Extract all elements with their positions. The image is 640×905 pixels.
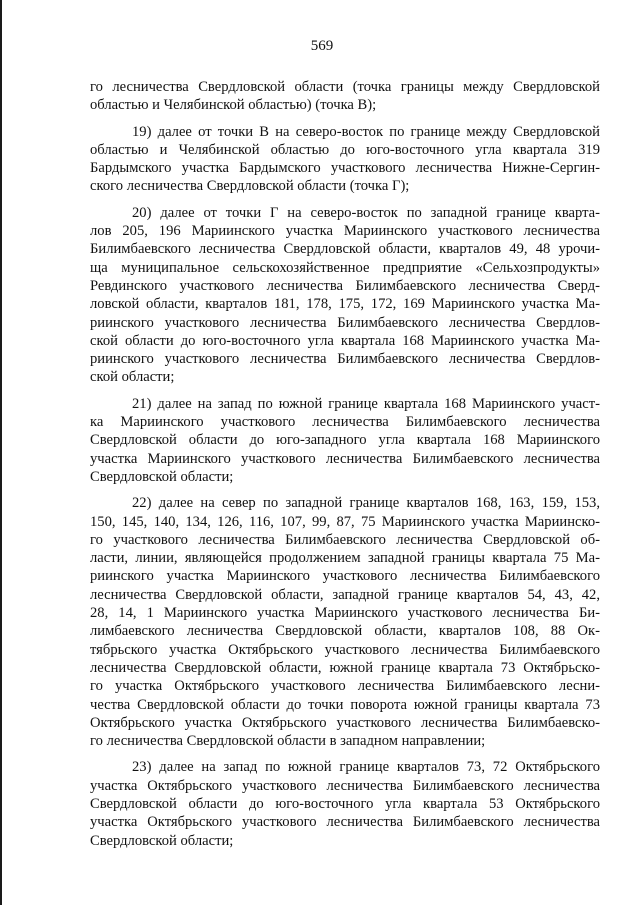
- text-line: участка Октябрьского участкового лесничества Билимбаевского лесничества: [90, 777, 600, 794]
- text-line: го участкового лесничества Билимбаевского лесничества Свердловской об-: [90, 531, 600, 548]
- text-line: Свердловской области;: [90, 832, 234, 849]
- text-line: риинского участкового лесничества Билимбаевского лесничества Свердлов-: [90, 351, 600, 368]
- text-line: ща муниципальное сельскохозяйственное предприятие «Сельхозпродукты»: [90, 259, 600, 276]
- text-line: риинского участкового лесничества Билимбаевского лесничества Свердлов-: [90, 314, 600, 331]
- text-line: риинского участка Мариинского участкового лесничества Билимбаевского: [90, 568, 600, 585]
- text-line: участка Октябрьского участкового лесничества Билимбаевского лесничества: [90, 814, 600, 831]
- text-line: Свердловской области до юго-восточного угла квартала 53 Октябрьского: [90, 795, 600, 812]
- text-line: участка Мариинского участкового лесничества Билимбаевского лесничества: [90, 450, 600, 467]
- text-line: чества Свердловской области до точки поворота южной границы квартала 73: [90, 696, 600, 713]
- text-line: областью и Челябинской областью) (точка В);: [90, 97, 377, 114]
- paragraph: [90, 494, 600, 750]
- text-line: 23) далее на запад по южной границе кварталов 73, 72 Октябрьского: [132, 759, 600, 776]
- text-line: ловской области, кварталов 181, 178, 175, 172, 169 Мариинского участка Ма-: [90, 296, 600, 313]
- text-line: Свердловской области до юго-западного угла квартала 168 Мариинского: [90, 432, 600, 449]
- text-line: 150, 145, 140, 134, 126, 116, 107, 99, 87, 75 Мариинского участка Мариинско-: [90, 513, 600, 530]
- text-line: го участка Октябрьского участкового лесничества Билимбаевского лесни-: [90, 678, 600, 695]
- paragraph: [90, 78, 600, 115]
- text-line: лимбаевского лесничества Свердловской области, кварталов 108, 88 Ок-: [90, 623, 600, 640]
- text-line: Билимбаевского лесничества Свердловской области, кварталов 49, 48 урочи-: [90, 241, 600, 258]
- text-line: ского лесничества Свердловской области (точка Г);: [90, 178, 410, 195]
- text-line: Октябрьского участка Октябрьского участкового лесничества Билимбаевско-: [90, 714, 600, 731]
- text-line: го лесничества Свердловской области в западном направлении;: [90, 733, 486, 750]
- text-line: ской области до юго-восточного угла квартала 168 Мариинского участка Ма-: [90, 332, 600, 349]
- text-line: лов 205, 196 Мариинского участка Мариинского участкового лесничества: [90, 223, 600, 240]
- page-number: 569: [310, 38, 334, 54]
- text-line: 21) далее на запад по южной границе квартала 168 Мариинского участ-: [132, 395, 600, 412]
- text-line: Свердловской области;: [90, 468, 234, 485]
- text-line: тябрьского участка Октябрьского участкового лесничества Билимбаевского: [90, 641, 600, 658]
- text-line: Ревдинского участкового лесничества Билимбаевского лесничества Сверд-: [90, 277, 600, 294]
- text-line: 20) далее от точки Г на северо-восток по западной границе кварта-: [132, 204, 600, 221]
- paragraph: [90, 758, 600, 849]
- text-line: 19) далее от точки В на северо-восток по границе между Свердловской: [132, 123, 600, 140]
- text-line: ской области;: [90, 369, 175, 386]
- text-line: лесничества Свердловской области, южной границе квартала 73 Октябрьско-: [90, 659, 600, 676]
- paragraph: [90, 395, 600, 486]
- document-body: [90, 78, 600, 858]
- paragraph: [90, 204, 600, 387]
- paragraph: [90, 123, 600, 196]
- text-line: го лесничества Свердловской области (точка границы между Свердловской: [90, 79, 600, 95]
- text-line: лесничества Свердловской области, западной границе кварталов 54, 43, 42,: [90, 586, 600, 603]
- text-line: Бардымского участка Бардымского участкового лесничества Нижне-Сергин-: [90, 160, 600, 177]
- text-line: ка Мариинского участкового лесничества Билимбаевского лесничества: [90, 414, 600, 431]
- text-line: ласти, линии, являющейся продолжением западной границы квартала 75 Ма-: [90, 550, 600, 567]
- text-line: 22) далее на север по западной границе кварталов 168, 163, 159, 153,: [132, 495, 600, 512]
- text-line: областью и Челябинской областью до юго-восточного угла квартала 319: [90, 141, 600, 158]
- text-line: 28, 14, 1 Мариинского участка Мариинского участкового лесничества Би-: [90, 605, 600, 622]
